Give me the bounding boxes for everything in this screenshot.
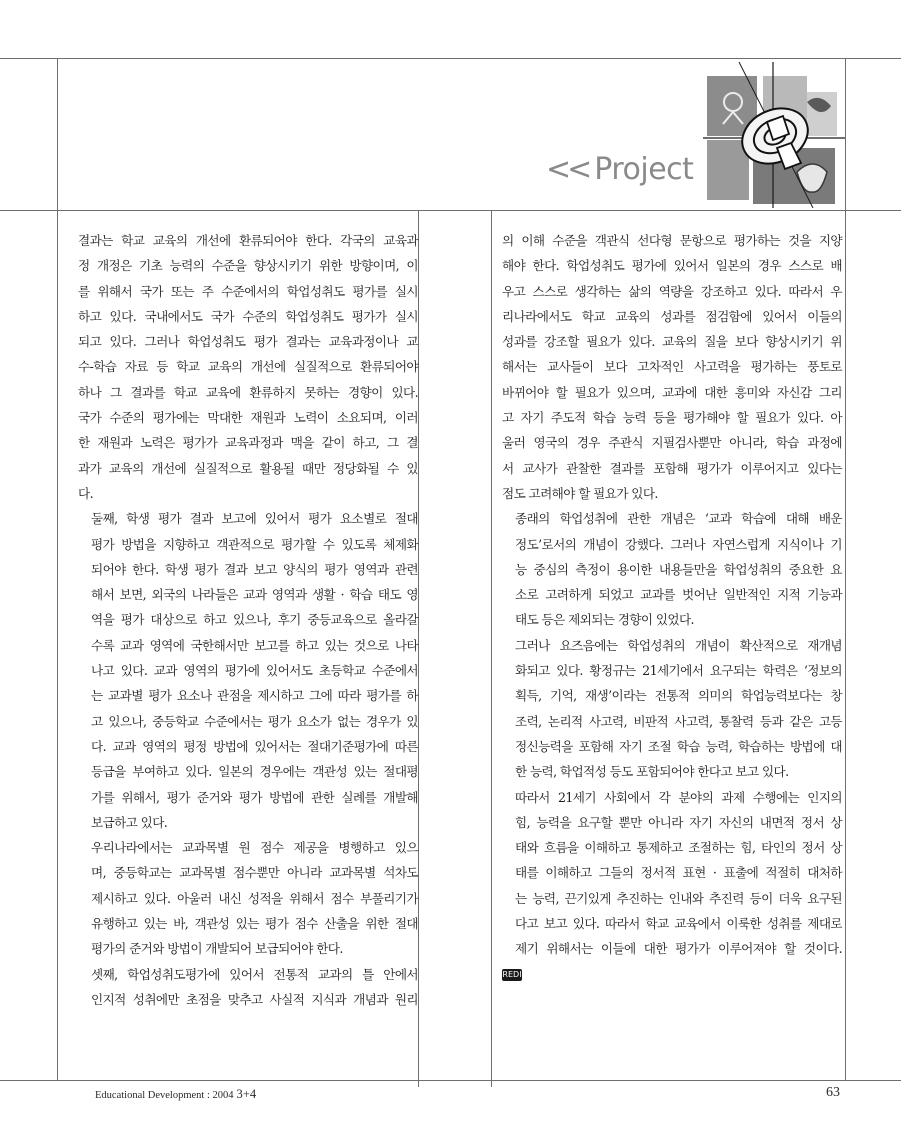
text-line: 다.	[78, 485, 93, 501]
text-line: 따라서 21세기 사회에서 각 분야의 과제 수행에는 인지의	[515, 789, 842, 805]
paragraph	[502, 633, 842, 785]
text-line: 우리나라에서는 교과목별 원 점수 제공을 병행하고 있으	[91, 840, 418, 856]
text-line: 해서는 교사들이 보다 고차적인 사고력을 평가하는 풍토로	[502, 359, 842, 375]
column-gutter-rule-right	[491, 210, 492, 1087]
text-line: 해서 보면, 외국의 나라들은 교과 영역과 생활 · 학습 태도 영	[91, 587, 418, 603]
text-line: 점도 고려해야 할 필요가 있다.	[502, 485, 658, 501]
column-gutter-rule-left	[418, 210, 419, 1087]
text-line: 는 능력, 끈기있게 추진하는 인내와 추진력 등이 더욱 요구된	[515, 890, 842, 906]
issue-number: 3+4	[236, 1087, 257, 1101]
paragraph	[78, 506, 418, 835]
text-line: 획득, 기억, 재생’이라는 전통적 의미의 학업능력보다는 창	[515, 688, 842, 704]
text-line: 서 교사가 관찰한 결과를 포함해 평가가 이루어지고 있다는	[502, 460, 842, 476]
text-line: 종래의 학업성취에 관한 개념은 ‘교과 학습에 대해 배운	[515, 511, 842, 527]
text-line: 태를 이해하고 그들의 정서적 표현 · 표출에 적절히 대처하	[515, 865, 842, 881]
text-line: 다. 교과 영역의 평정 방법에 있어서는 절대기준평가에 따른	[91, 738, 418, 754]
text-line: 과가 교육의 개선에 실질적으로 활용될 때만 정당화될 수 있	[78, 460, 418, 476]
section-title	[546, 152, 693, 187]
journal-name: Educational Development : 2004	[95, 1090, 234, 1101]
text-line: 수-학습 자료 등 학교 교육의 개선에 실질적으로 환류되어야	[78, 359, 418, 375]
text-line: 다고 보고 있다. 따라서 학교 교육에서 이룩한 성취를 제대로	[515, 916, 842, 932]
header-bottom-rule	[0, 210, 901, 211]
text-line: 태도 등은 제외되는 경향이 있었다.	[515, 612, 694, 628]
text-line: 바뀌어야 할 필요가 있으며, 교과에 대한 흥미와 자신감 그리	[502, 384, 842, 400]
text-line: 가를 위해서, 평가 준거와 평가 방법에 관한 실례를 개발해	[91, 789, 418, 805]
double-chevron-icon: <<	[546, 152, 589, 187]
redi-end-mark-icon: REDI	[502, 970, 522, 980]
text-line: 태와 흐름을 이해하고 통제하고 조절하는 힘, 타인의 정서 상	[515, 840, 842, 856]
text-line: 역을 평가 대상으로 하고 있으나, 후기 중등교육으로 올라갈	[91, 612, 418, 628]
text-line: 수록 교과 영역에 국한해서만 보고를 하고 있는 것으로 나타	[91, 637, 418, 653]
header-top-rule	[0, 58, 901, 59]
text-line: 의 이해 수준을 객관식 선다형 문항으로 평가하는 것을 지양	[502, 233, 842, 248]
text-line: 둘째, 학생 평가 결과 보고에 있어서 평가 요소별로 절대	[91, 511, 418, 527]
text-line: 그러나 요즈음에는 학업성취의 개념이 확산적으로 재개념	[515, 637, 842, 653]
paragraph	[502, 506, 842, 632]
left-margin-rule	[57, 58, 58, 1080]
text-line: 제시하고 있다. 아울러 내신 성적을 위해서 점수 부풀리기가	[91, 890, 418, 906]
text-line: 평가의 준거와 방법이 개발되어 보급되어야 한다.	[91, 941, 343, 957]
text-line: 조력, 논리적 사고력, 비판적 사고력, 통찰력 등과 같은 고등	[515, 713, 842, 729]
text-line: 화되고 있다. 황정규는 21세기에서 요구되는 학력은 ‘정보의	[515, 663, 842, 679]
text-line: 국가 수준의 평가에는 막대한 재원과 노력이 소요되며, 이러	[78, 410, 418, 426]
text-line: 나고 있다. 교과 영역의 평가에 있어서도 초등학교 수준에서	[91, 663, 418, 679]
text-line: 힘, 능력을 요구할 뿐만 아니라 자기 자신의 내면적 정서 상	[515, 814, 842, 830]
text-line: 유행하고 있는 바, 객관성 있는 평가 점수 산출을 위한 절대	[91, 916, 418, 932]
text-line: 정신능력을 포함해 자기 조절 학습 능력, 학습하는 방법에 대	[515, 738, 842, 754]
text-line: 는 교과별 평가 요소나 관점을 제시하고 그에 따라 평가를 하	[91, 688, 418, 704]
text-line: 해야 한다. 학업성취도 평가에 있어서 일본의 경우 스스로 배	[502, 258, 842, 274]
text-line: 인지적 성취에만 초점을 맞추고 사실적 지식과 개념과 원리	[91, 991, 418, 1007]
paragraph	[78, 835, 418, 961]
text-line: 보급하고 있다.	[91, 814, 168, 830]
text-line: 평가 방법을 지향하고 객관적으로 평가할 수 있도록 체제화	[91, 536, 418, 552]
text-line: 되어야 한다. 학생 평가 결과 보고 양식의 평가 영역과 관련	[91, 561, 418, 577]
text-line: 셋째, 학업성취도평가에 있어서 전통적 교과의 틀 안에서	[91, 966, 418, 982]
text-line: 결과는 학교 교육의 개선에 환류되어야 한다. 각국의 교육과	[78, 233, 418, 248]
paragraph	[502, 785, 842, 962]
text-line: 등급을 부여하고 있다. 일본의 경우에는 객관성 있는 절대평	[91, 764, 418, 780]
text-line: 한 능력, 학업적성 등도 포함되어야 한다고 보고 있다.	[515, 764, 789, 780]
right-margin-rule	[845, 58, 846, 1080]
left-text-column	[78, 228, 418, 1012]
text-line: 능 중심의 측정이 용이한 내용들만을 학업성취의 중요한 요	[515, 561, 842, 577]
footer-top-rule	[0, 1080, 901, 1081]
paragraph	[502, 228, 842, 506]
article-end	[502, 962, 842, 987]
text-line: 한 재원과 노력은 평가가 교육과정과 맥을 같이 하고, 그 결	[78, 435, 418, 451]
section-title-text: Project	[594, 152, 694, 187]
text-line: 리나라에서도 학교 교육의 성과를 점검함에 있어서 이들의	[502, 308, 842, 324]
text-line: 되고 있다. 그러나 학업성취도 평가 결과는 교육과정이나 교	[78, 334, 418, 350]
text-line: 소로 고려하게 되었고 교과를 벗어난 일반적인 지적 기능과	[515, 587, 842, 603]
page-number: 63	[826, 1085, 840, 1100]
text-line: 울러 영국의 경우 주관식 지필검사뿐만 아니라, 학습 과정에	[502, 435, 842, 451]
text-line: 하나 그 결과를 학교 교육에 환류하지 못하는 경향이 있다.	[78, 384, 418, 400]
paragraph	[78, 962, 418, 1013]
right-text-column	[502, 228, 842, 987]
project-logo	[703, 62, 845, 208]
text-line: 정 개정은 기초 능력의 수준을 향상시키기 위한 방향이며, 이	[78, 258, 418, 274]
paragraph	[78, 228, 418, 506]
text-line: 하고 있다. 국내에서도 국가 수준의 학업성취도 평가가 실시	[78, 308, 418, 324]
text-line: 를 위해서 국가 또는 주 수준에서의 학업성취도 평가를 실시	[78, 283, 418, 299]
journal-footer	[95, 1087, 256, 1102]
text-line: 정도’로서의 개념이 강했다. 그러나 자연스럽게 지식이나 기	[515, 536, 842, 552]
text-line: 우고 스스로 생각하는 삶의 역량을 강조하고 있다. 따라서 우	[502, 283, 842, 299]
text-line: 고 있으나, 중등학교 수준에서는 평가 요소가 없는 경우가 있	[91, 713, 418, 729]
text-line: 고 자기 주도적 학습 능력 등을 평가해야 할 필요가 있다. 아	[502, 410, 842, 426]
text-line: 성과를 강조할 필요가 있다. 교육의 질을 보다 향상시키기 위	[502, 334, 842, 350]
text-line: 제기 위해서는 이들에 대한 평가가 이루어져야 할 것이다.	[515, 941, 842, 957]
text-line: 며, 중등학교는 교과목별 점수뿐만 아니라 교과목별 석차도	[91, 865, 418, 881]
